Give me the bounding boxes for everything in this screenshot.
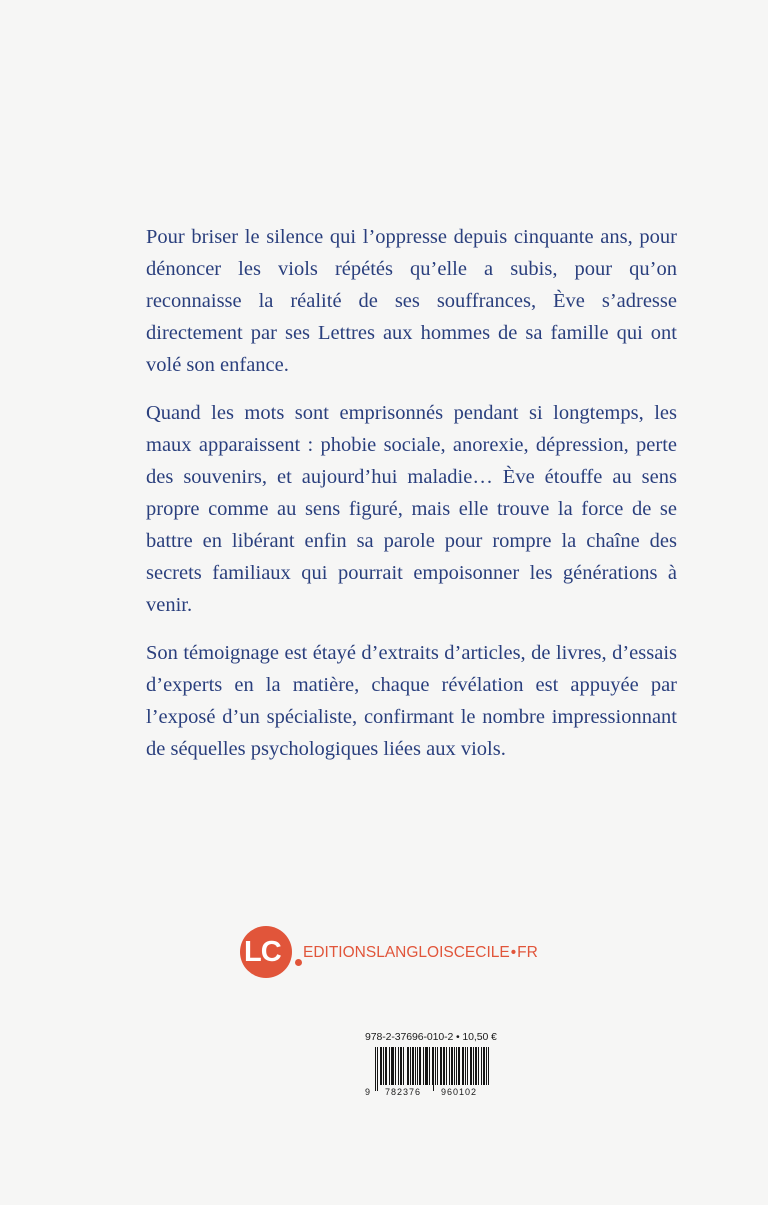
barcode-bar bbox=[375, 1047, 376, 1091]
barcode-bar bbox=[462, 1047, 463, 1085]
publisher-website bbox=[303, 943, 538, 963]
barcode-bar bbox=[435, 1047, 436, 1085]
barcode-bar bbox=[488, 1047, 489, 1085]
barcode-bar bbox=[389, 1047, 390, 1085]
barcode-bar bbox=[446, 1047, 447, 1085]
barcode-bar bbox=[417, 1047, 418, 1085]
barcode-bar bbox=[386, 1047, 387, 1085]
isbn-block bbox=[365, 1031, 500, 1095]
barcode-bar bbox=[391, 1047, 392, 1085]
barcode-bar bbox=[426, 1047, 427, 1085]
barcode-bar bbox=[395, 1047, 396, 1085]
barcode-bar bbox=[467, 1047, 468, 1085]
barcode bbox=[365, 1047, 495, 1095]
blurb-paragraph-1: Pour briser le silence qui l’oppresse depuis cinquante ans, pour dénoncer les viols répétés qu’elle a subis, pour qu’on reconnaisse la réalité de ses souffrances, Ève s’adresse directement par ses Lettres aux hommes de sa famille qui ont volé son enfance. bbox=[146, 226, 677, 376]
barcode-bar bbox=[429, 1047, 430, 1085]
barcode-bar bbox=[458, 1047, 459, 1085]
barcode-bar bbox=[470, 1047, 471, 1085]
blurb-paragraph-2: Quand les mots sont emprisonnés pendant si longtemps, les maux apparaissent : phobie sociale, anorexie, dépression, perte des souvenirs, et aujourd’hui maladie… Ève étouffe au sens propre comme au sens figuré, mais elle trouve la force de se battre en libérant enfin sa parole pour rompre la chaîne des secrets familiaux qui pourrait empoisonner les générations à venir. bbox=[146, 402, 677, 616]
barcode-bar bbox=[481, 1047, 482, 1085]
barcode-bar bbox=[463, 1047, 464, 1085]
barcode-bar bbox=[440, 1047, 441, 1085]
barcode-bar bbox=[410, 1047, 411, 1085]
barcode-right-digits: 960102 bbox=[440, 1087, 478, 1097]
barcode-bar bbox=[392, 1047, 393, 1085]
barcode-bar bbox=[451, 1047, 452, 1085]
barcode-bar bbox=[427, 1047, 428, 1085]
barcode-bar bbox=[475, 1047, 476, 1085]
barcode-bar bbox=[381, 1047, 382, 1085]
barcode-bar bbox=[473, 1047, 474, 1085]
barcode-prefix-digit: 9 bbox=[365, 1087, 371, 1097]
barcode-bar bbox=[400, 1047, 401, 1085]
publisher-logo-dot bbox=[295, 959, 302, 966]
barcode-bar bbox=[377, 1047, 378, 1091]
barcode-bar bbox=[454, 1047, 455, 1085]
barcode-bar bbox=[401, 1047, 402, 1085]
barcode-bar bbox=[432, 1047, 433, 1085]
barcode-bar bbox=[403, 1047, 404, 1085]
barcode-bar bbox=[456, 1047, 457, 1085]
barcode-bar bbox=[486, 1047, 487, 1085]
barcode-bar bbox=[483, 1047, 484, 1085]
publisher-logo bbox=[240, 926, 580, 978]
publisher-logo-letters: LC bbox=[244, 936, 281, 968]
barcode-bar bbox=[478, 1047, 479, 1085]
barcode-left-digits: 782376 bbox=[384, 1087, 422, 1097]
barcode-bar bbox=[433, 1047, 434, 1091]
barcode-bar bbox=[419, 1047, 420, 1085]
barcode-bar bbox=[437, 1047, 438, 1085]
barcode-bar bbox=[385, 1047, 386, 1085]
barcode-bar bbox=[443, 1047, 444, 1085]
publisher-website-separator: • bbox=[510, 944, 517, 961]
barcode-bar bbox=[412, 1047, 413, 1085]
barcode-bar bbox=[393, 1047, 394, 1085]
barcode-bar bbox=[413, 1047, 414, 1085]
barcode-bar bbox=[459, 1047, 460, 1085]
barcode-bar bbox=[398, 1047, 399, 1085]
barcode-bar bbox=[471, 1047, 472, 1085]
barcode-bar bbox=[407, 1047, 408, 1085]
barcode-bar bbox=[484, 1047, 485, 1085]
barcode-bar bbox=[465, 1047, 466, 1085]
barcode-bar bbox=[383, 1047, 384, 1085]
barcode-bar bbox=[408, 1047, 409, 1085]
barcode-bar bbox=[425, 1047, 426, 1085]
barcode-bar bbox=[444, 1047, 445, 1085]
barcode-bars bbox=[365, 1047, 493, 1091]
barcode-bar bbox=[452, 1047, 453, 1085]
publisher-website-name: EDITIONSLANGLOISCECILE bbox=[303, 944, 510, 961]
barcode-bar bbox=[380, 1047, 381, 1085]
publisher-website-tld: FR bbox=[517, 944, 538, 961]
barcode-bar bbox=[441, 1047, 442, 1085]
barcode-bar bbox=[449, 1047, 450, 1085]
back-cover-blurb bbox=[146, 221, 677, 781]
barcode-bar bbox=[420, 1047, 421, 1085]
barcode-bar bbox=[415, 1047, 416, 1085]
blurb-paragraph-3: Son témoignage est étayé d’extraits d’articles, de livres, d’essais d’experts en la matière, chaque révélation est appuyée par l’exposé d’un spécialiste, confirmant le nombre impressionnant de séquelles psychologiques liées aux viols. bbox=[146, 642, 677, 760]
barcode-bar bbox=[476, 1047, 477, 1085]
barcode-bar bbox=[423, 1047, 424, 1085]
isbn-price-line: 978-2-37696-010-2 • 10,50 € bbox=[365, 1031, 497, 1043]
